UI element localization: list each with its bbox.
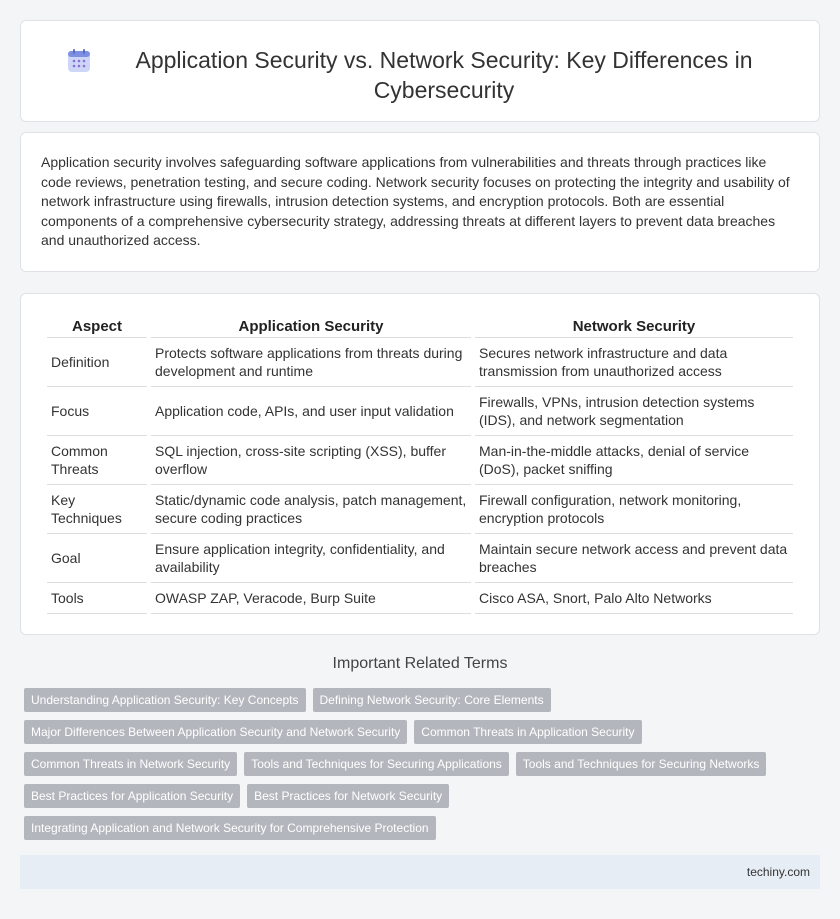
table-row (47, 485, 793, 534)
related-term-tag[interactable]: Major Differences Between Application Security and Network Security (24, 720, 407, 744)
table-row (47, 338, 793, 387)
table-row (47, 436, 793, 485)
related-terms-heading: Important Related Terms (332, 655, 508, 672)
related-term-tag[interactable]: Integrating Application and Network Security for Comprehensive Protection (24, 816, 436, 840)
table-cell: Key Techniques (47, 485, 147, 534)
title-card (20, 20, 820, 122)
related-term-tag[interactable]: Best Practices for Application Security (24, 784, 240, 808)
column-header: Aspect (47, 308, 147, 338)
table-cell: OWASP ZAP, Veracode, Burp Suite (151, 583, 471, 614)
table-cell: Focus (47, 387, 147, 436)
comparison-card (20, 293, 820, 635)
related-term-tag[interactable]: Tools and Techniques for Securing Networks (516, 752, 767, 776)
table-cell: Tools (47, 583, 147, 614)
table-header-row (47, 308, 793, 338)
table-cell: Protects software applications from threats during development and runtime (151, 338, 471, 387)
table-cell: Static/dynamic code analysis, patch management, secure coding practices (151, 485, 471, 534)
table-cell: Definition (47, 338, 147, 387)
column-header: Network Security (475, 308, 793, 338)
table-row (47, 534, 793, 583)
calendar-icon (66, 48, 92, 74)
table-cell: Secures network infrastructure and data transmission from unauthorized access (475, 338, 793, 387)
table-cell: Firewall configuration, network monitoring, encryption protocols (475, 485, 793, 534)
footer (20, 855, 820, 889)
related-terms-list (24, 688, 814, 848)
comparison-table (43, 308, 797, 614)
table-cell: Cisco ASA, Snort, Palo Alto Networks (475, 583, 793, 614)
footer-site-link[interactable]: techiny.com (746, 865, 810, 879)
column-header: Application Security (151, 308, 471, 338)
table-cell: Goal (47, 534, 147, 583)
table-cell: Man-in-the-middle attacks, denial of service (DoS), packet sniffing (475, 436, 793, 485)
table-cell: SQL injection, cross-site scripting (XSS), buffer overflow (151, 436, 471, 485)
table-row (47, 387, 793, 436)
intro-card (20, 132, 820, 272)
related-term-tag[interactable]: Tools and Techniques for Securing Applications (244, 752, 509, 776)
table-row (47, 583, 793, 614)
intro-paragraph: Application security involves safeguarding software applications from vulnerabilities and threats through practices like code reviews, penetration testing, and secure coding. Network security focuses on protecting the integrity and usability of network infrastructure using firewalls, intrusion detection systems, and encryption protocols. Both are essential components of a comprehensive cybersecurity strategy, addressing threats at different layers to prevent data breaches and unauthorized access. (41, 154, 790, 248)
related-term-tag[interactable]: Common Threats in Network Security (24, 752, 237, 776)
related-term-tag[interactable]: Best Practices for Network Security (247, 784, 449, 808)
related-term-tag[interactable]: Common Threats in Application Security (414, 720, 641, 744)
table-cell: Firewalls, VPNs, intrusion detection systems (IDS), and network segmentation (475, 387, 793, 436)
related-term-tag[interactable]: Understanding Application Security: Key Concepts (24, 688, 306, 712)
table-cell: Application code, APIs, and user input validation (151, 387, 471, 436)
table-cell: Common Threats (47, 436, 147, 485)
page-title: Application Security vs. Network Security: Key Differences in Cybersecurity (135, 47, 753, 103)
table-cell: Maintain secure network access and prevent data breaches (475, 534, 793, 583)
related-term-tag[interactable]: Defining Network Security: Core Elements (313, 688, 551, 712)
table-cell: Ensure application integrity, confidentiality, and availability (151, 534, 471, 583)
